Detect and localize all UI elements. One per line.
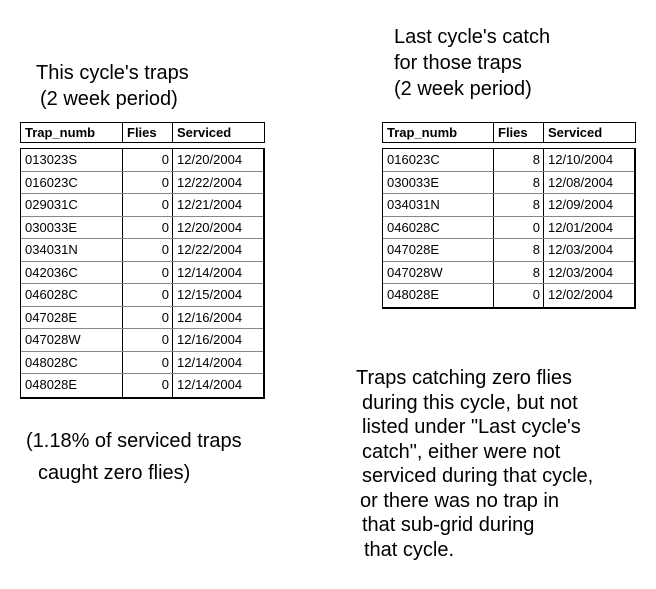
table-row xyxy=(21,172,263,195)
serviced-cell: 12/15/2004 xyxy=(172,284,264,306)
trap-cell: 016023C xyxy=(387,152,440,167)
table-row xyxy=(21,194,263,217)
serviced-cell: 12/01/2004 xyxy=(543,217,634,239)
table-row xyxy=(21,329,263,352)
percent-note-line2: caught zero flies) xyxy=(38,462,191,484)
explanation-note xyxy=(356,366,593,562)
trap-cell: 048028C xyxy=(25,354,78,370)
flies-cell: 8 xyxy=(493,149,543,171)
table-row xyxy=(383,217,634,240)
table-row xyxy=(21,284,263,307)
table-row xyxy=(21,352,263,375)
serviced-cell: 12/10/2004 xyxy=(543,149,634,171)
flies-cell: 8 xyxy=(493,239,543,261)
trap-cell: 030033E xyxy=(25,219,78,235)
last-cycle-heading xyxy=(394,24,550,102)
col-serviced: Serviced xyxy=(172,123,264,142)
col-trap-numb: Trap_numb xyxy=(387,125,458,140)
flies-cell: 0 xyxy=(122,374,172,397)
col-flies: Flies xyxy=(493,123,543,142)
serviced-cell: 12/16/2004 xyxy=(172,307,264,329)
last-cycle-heading-line2: for those traps xyxy=(394,52,522,74)
percent-note-line1: (1.18% of serviced traps xyxy=(26,430,242,452)
serviced-cell: 12/03/2004 xyxy=(543,262,634,284)
flies-cell: 0 xyxy=(122,194,172,216)
explanation-line: that sub-grid during xyxy=(362,514,535,536)
table-row xyxy=(383,262,634,285)
trap-cell: 034031N xyxy=(25,242,78,257)
this-cycle-table-header xyxy=(20,122,265,143)
table-row xyxy=(21,239,263,262)
last-cycle-heading-line1: Last cycle's catch xyxy=(394,26,551,48)
trap-cell: 046028C xyxy=(25,287,78,302)
explanation-line: serviced during that cycle, xyxy=(362,465,594,487)
trap-cell: 048028E xyxy=(387,287,440,302)
serviced-cell: 12/22/2004 xyxy=(172,239,264,261)
explanation-line: or there was no trap in xyxy=(360,489,559,512)
trap-cell: 047028E xyxy=(387,242,440,257)
trap-cell: 046028C xyxy=(387,219,440,235)
serviced-cell: 12/08/2004 xyxy=(543,172,634,194)
table-row xyxy=(21,149,263,172)
serviced-cell: 12/02/2004 xyxy=(543,284,634,307)
flies-cell: 0 xyxy=(122,239,172,261)
serviced-cell: 12/14/2004 xyxy=(172,262,264,284)
table-row xyxy=(383,149,634,172)
trap-cell: 030033E xyxy=(387,174,440,190)
explanation-line: during this cycle, but not xyxy=(362,391,578,414)
explanation-line: catch", either were not xyxy=(362,440,561,463)
serviced-cell: 12/14/2004 xyxy=(172,374,264,397)
serviced-cell: 12/21/2004 xyxy=(172,194,264,216)
flies-cell: 0 xyxy=(493,284,543,307)
col-flies: Flies xyxy=(122,123,172,142)
last-cycle-heading-line3: (2 week period) xyxy=(394,78,532,100)
explanation-line: Traps catching zero flies xyxy=(356,367,573,389)
table-row xyxy=(383,172,634,195)
trap-cell: 013023S xyxy=(25,152,78,167)
flies-cell: 0 xyxy=(493,217,543,239)
last-cycle-table xyxy=(382,148,636,309)
trap-cell: 048028E xyxy=(25,377,78,392)
serviced-cell: 12/22/2004 xyxy=(172,172,264,194)
table-row xyxy=(383,239,634,262)
this-cycle-heading xyxy=(36,60,189,112)
this-cycle-heading-line2: (2 week period) xyxy=(40,88,178,110)
flies-cell: 0 xyxy=(122,307,172,329)
flies-cell: 8 xyxy=(493,262,543,284)
table-row xyxy=(383,194,634,217)
serviced-cell: 12/09/2004 xyxy=(543,194,634,216)
table-row xyxy=(383,284,634,307)
col-trap-numb: Trap_numb xyxy=(25,125,96,140)
flies-cell: 0 xyxy=(122,329,172,351)
last-cycle-table-header xyxy=(382,122,636,143)
explanation-line: listed under "Last cycle's xyxy=(362,416,581,438)
serviced-cell: 12/20/2004 xyxy=(172,149,264,171)
table-row xyxy=(21,217,263,240)
flies-cell: 0 xyxy=(122,149,172,171)
flies-cell: 0 xyxy=(122,262,172,284)
trap-cell: 029031C xyxy=(25,197,78,212)
serviced-cell: 12/20/2004 xyxy=(172,217,264,239)
trap-cell: 042036C xyxy=(25,264,78,280)
this-cycle-heading-line1: This cycle's traps xyxy=(36,62,189,84)
table-row xyxy=(21,307,263,330)
flies-cell: 0 xyxy=(122,217,172,239)
this-cycle-table xyxy=(20,148,265,399)
flies-cell: 0 xyxy=(122,352,172,374)
trap-cell: 034031N xyxy=(387,197,440,212)
trap-cell: 047028E xyxy=(25,309,78,325)
table-row xyxy=(21,262,263,285)
serviced-cell: 12/03/2004 xyxy=(543,239,634,261)
col-serviced: Serviced xyxy=(543,123,635,142)
explanation-line: that cycle. xyxy=(364,538,455,561)
flies-cell: 0 xyxy=(122,284,172,306)
trap-cell: 047028W xyxy=(387,264,443,280)
trap-cell: 016023C xyxy=(25,174,78,190)
serviced-cell: 12/16/2004 xyxy=(172,329,264,351)
percent-note xyxy=(26,425,242,489)
flies-cell: 8 xyxy=(493,172,543,194)
flies-cell: 8 xyxy=(493,194,543,216)
serviced-cell: 12/14/2004 xyxy=(172,352,264,374)
trap-cell: 047028W xyxy=(25,332,81,347)
flies-cell: 0 xyxy=(122,172,172,194)
table-row xyxy=(21,374,263,397)
